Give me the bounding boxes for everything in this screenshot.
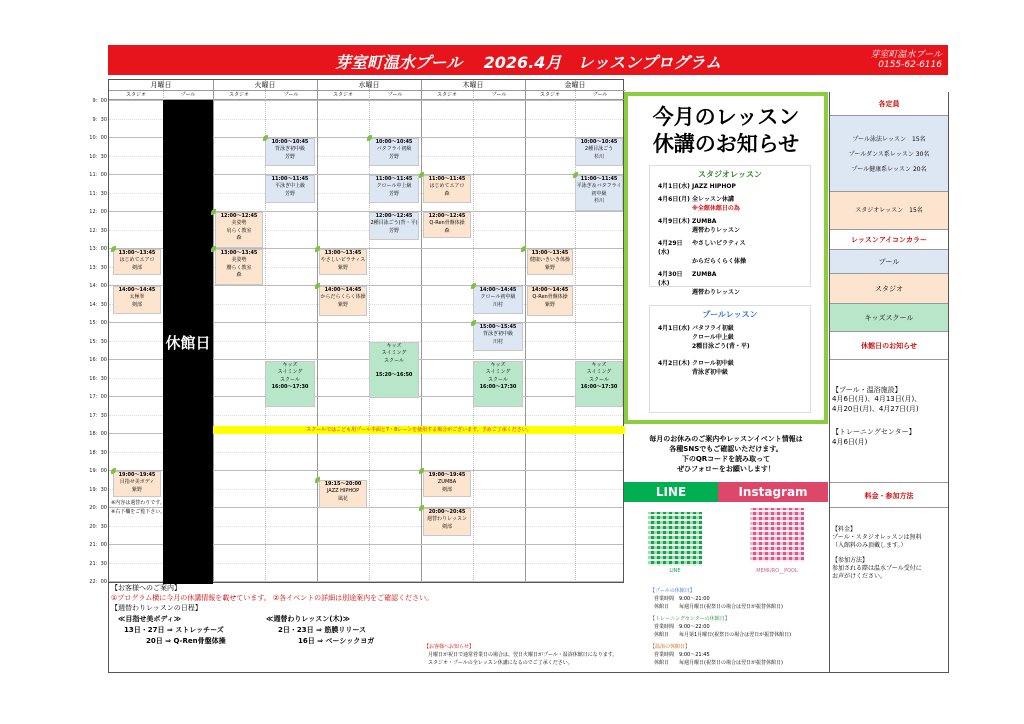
instagram-qr-code[interactable] (750, 508, 804, 562)
lesson-note: ※右下欄をご覧下さい。 (111, 509, 166, 515)
subcol-pool: プール (575, 91, 625, 100)
right-panel-border (829, 92, 830, 673)
lesson-instructor: 森 (444, 190, 450, 197)
fee-line: 【料金】 (832, 526, 857, 533)
fee-info (830, 510, 948, 672)
line-header: LINE (624, 482, 718, 502)
legend-pool: プール (830, 250, 948, 274)
kids-time: 16:00～17:30 (580, 383, 618, 390)
kids-name: スイミング (277, 369, 303, 376)
lesson-time: 20:00～20:45 (428, 509, 466, 515)
lesson-time: 10:00～10:45 (580, 139, 618, 145)
time-label: 14：30 (89, 301, 107, 308)
lesson-block (473, 286, 523, 314)
lesson-time: 13:00～13:45 (118, 250, 156, 256)
time-label: 20：00 (89, 505, 107, 511)
icon-color-heading: レッスンアイコンカラー (830, 230, 948, 250)
lesson-time: 12:00～12:45 (428, 213, 466, 219)
facility-name: 芽室町温水プール (870, 50, 942, 60)
capacity-line: プール泳法レッスン 15名 (852, 136, 926, 143)
closed-days-line: 4月6日(月) (832, 437, 868, 446)
lesson-time: 11:00～11:45 (271, 176, 309, 182)
lesson-block (113, 286, 161, 314)
lesson-time: 13:00～13:45 (220, 250, 258, 256)
notice-title-line: 休講のお知らせ (652, 132, 800, 157)
time-label: 18：00 (89, 431, 107, 437)
closed-days-list (830, 360, 948, 480)
line-qr-label: LINE (669, 568, 681, 574)
time-label: 15：30 (89, 338, 107, 345)
kids-name: キッズ (490, 362, 506, 368)
sns-line: 各種SNSでもご確認いただけます。 (669, 445, 783, 454)
lesson-instructor: 剣部 (441, 486, 452, 493)
training-hours-line: 営業時間 9:00～22:00 (654, 624, 710, 630)
lesson-name: 平泳ぎ中上級 (274, 183, 305, 190)
lesson-time: 10:00～10:45 (271, 139, 309, 145)
lesson-block (265, 175, 315, 203)
closed-days-line: 4月6日(月)、4月13日(月)、 (832, 395, 922, 404)
lesson-instructor: 川村 (492, 338, 503, 345)
time-label: 11：00 (89, 172, 107, 178)
lesson-name: 腰らく教室 (226, 264, 252, 271)
time-label: 9：00 (92, 98, 107, 104)
lesson-name: やさしいピラティス (320, 257, 366, 264)
pool-cancel-heading: プールレッスン (702, 310, 758, 319)
lesson-name: バタフライ初級 (376, 146, 412, 153)
day-header-wed: 水曜日 (317, 80, 421, 91)
right-panel-border (948, 92, 949, 673)
pool-cancel-box (650, 306, 810, 412)
kids-name: スイミング (586, 369, 612, 376)
time-label: 12：30 (89, 227, 107, 234)
lesson-instructor: 紫野 (544, 264, 555, 271)
pool-hours-heading: 【プールの休館日】 (650, 588, 695, 594)
weekly-item: 16日 ⇒ ベーシックヨガ (298, 637, 375, 645)
guide-text: ①プログラム横に今月の休講情報を載せています。 ②各イベントの詳細は別途案内をご確認ください。 (111, 594, 434, 602)
subcol-studio: スタジオ (317, 91, 369, 100)
lesson-name: 2種目泳ごう(背・平) (370, 220, 418, 227)
lesson-block (215, 249, 263, 285)
line-qr-code[interactable] (648, 512, 702, 566)
fee-line: （入館料のみ頂戴します。） (832, 541, 907, 549)
lesson-block (527, 286, 573, 316)
subcol-studio: スタジオ (213, 91, 265, 100)
cancel-date: 4月30日(木) (658, 271, 683, 287)
time-label: 17：30 (89, 412, 107, 419)
capacity-line: プール健康系レッスン 20名 (851, 166, 927, 173)
weekly-heading: 【週替わりレッスンの日程】 (111, 604, 202, 612)
cancel-text: やさしいピラティス (692, 240, 746, 247)
lesson-time: 15:00～15:45 (479, 324, 517, 330)
closed-days-line: 【プール・温浴施設】 (832, 386, 902, 394)
sns-line: ぜひフォローをお願いします！ (677, 465, 775, 474)
lesson-block (473, 323, 523, 351)
lesson-instructor: 風花 (337, 495, 348, 502)
lesson-block (113, 471, 161, 497)
lesson-time: 14:00～14:45 (324, 287, 362, 293)
lesson-instructor: 川村 (492, 301, 503, 308)
kids-name: スクール (280, 376, 300, 383)
lesson-instructor: 森 (236, 271, 242, 278)
kids-time: 16:00～17:30 (271, 383, 309, 390)
lesson-block (319, 286, 367, 316)
time-label: 15：00 (89, 320, 107, 326)
pool-hours-line: 休館日 毎週月曜日(祝祭日の場合は翌日が振替休館日) (654, 604, 783, 610)
weekly-item: 2日・23日 ⇒ 筋膜リリース (278, 626, 367, 634)
weekly-biboddy-heading: ≪目指せ美ボディ≫ (118, 615, 182, 623)
cancel-date: 4月1日(水) (658, 325, 690, 332)
time-label: 18：30 (89, 449, 107, 456)
lesson-time: 12:00～12:45 (375, 213, 413, 219)
kids-time: 15:20～16:50 (375, 372, 413, 378)
lesson-time: 19:15～20:00 (324, 481, 362, 487)
weekly-thu-heading: ≪週替わりレッスン(木)≫ (266, 615, 350, 623)
pool-hours-line: 営業時間 9:00～21:00 (654, 596, 710, 602)
cancel-text: 背泳ぎ初中級 (692, 369, 729, 376)
instagram-header: Instagram (718, 482, 828, 502)
lesson-block (369, 138, 419, 166)
guide-heading: 【お客様へのご案内】 (111, 584, 181, 592)
time-label: 10：30 (89, 153, 107, 160)
lesson-block (575, 138, 623, 166)
studio-cancel-box (650, 166, 810, 296)
lesson-name: 初中級 (591, 190, 607, 197)
kids-name: キッズ (591, 362, 607, 368)
monday-closed-column (163, 100, 213, 584)
subcol-studio: スタジオ (421, 91, 473, 100)
kids-school-block (265, 361, 315, 407)
lesson-block (215, 212, 263, 248)
cancel-text: JAZZ HIPHOP (692, 183, 736, 190)
lesson-time: 10:00～10:45 (375, 139, 413, 145)
time-label: 19：00 (89, 468, 107, 474)
lesson-name: ZUMBA (437, 479, 457, 486)
lesson-time: 13:00～13:45 (531, 250, 569, 256)
lesson-block (423, 175, 471, 203)
customer-notice-line: スタジオ・プールの全レッスン休講になるのでご了承ください。 (428, 660, 573, 666)
lesson-name: 2種目泳ごう (584, 146, 614, 153)
cancel-text: 全レッスン休講 (692, 196, 734, 203)
lesson-time: 14:00～14:45 (531, 287, 569, 293)
lesson-instructor: 芳野 (388, 190, 399, 197)
cancel-text: バタフライ初級 (692, 325, 734, 332)
instagram-qr-label: MEMURO__POOL (756, 568, 798, 574)
kids-name: スクール (384, 357, 404, 364)
lesson-instructor: 森 (444, 227, 450, 234)
kids-school-block (473, 361, 523, 407)
header-bar (108, 45, 948, 75)
lesson-name: JAZZ HIPHOP (326, 488, 360, 495)
fee-line: プール・スタジオレッスンは無料 (832, 533, 922, 541)
lesson-name: からだらくらく体操 (320, 294, 366, 301)
lesson-instructor: 紫野 (337, 301, 348, 308)
lesson-time: 14:00～14:45 (118, 287, 156, 293)
bath-hours-heading: 【温浴の休館日】 (650, 644, 691, 650)
lesson-name: 背泳ぎ初中級 (274, 146, 305, 153)
time-label: 10：00 (89, 135, 107, 141)
lesson-block (265, 138, 315, 166)
lesson-instructor: 杉川 (593, 197, 604, 204)
day-header-thu: 木曜日 (421, 80, 525, 91)
time-label: 16：00 (89, 357, 107, 363)
closed-days-line: 4月20日(月)、4月27日(月) (832, 404, 919, 413)
lesson-block (319, 249, 367, 275)
sns-line: 下のQRコードを読み取って (681, 455, 771, 464)
lesson-block (423, 508, 471, 536)
time-label: 13：00 (89, 246, 107, 252)
lesson-instructor: 紫野 (544, 301, 555, 308)
kids-name: キッズ (282, 362, 298, 368)
lesson-name: 目指せ美ボディ (119, 479, 155, 486)
legend-kids: キッズスクール (830, 304, 948, 332)
kids-name: キッズ (386, 343, 402, 349)
lesson-instructor: 芳野 (388, 227, 399, 234)
kids-school-block (369, 342, 419, 398)
capacity-studio: スタジオレッスン 15名 (830, 192, 948, 230)
cancel-text: クロール初中級 (692, 360, 734, 367)
lesson-name: 太極拳 (129, 294, 145, 301)
page-bottom-border (108, 672, 949, 673)
closed-label: 休館日 (165, 334, 211, 352)
subcol-pool: プール (265, 91, 317, 100)
cancel-text: 週替わりレッスン (692, 289, 740, 296)
lesson-name: 肩らく教室 (226, 227, 252, 234)
cancel-text: ZUMBA (692, 271, 717, 278)
lesson-name: 健康いきいき体操 (529, 257, 570, 264)
lesson-block (527, 249, 573, 275)
lesson-instructor: 芳野 (284, 153, 295, 160)
customer-notice-heading: 【お客様へお知らせ】 (424, 644, 474, 650)
sns-line: 毎月のお休みのご案内やレッスンイベント情報は (649, 435, 803, 443)
lesson-block (369, 175, 419, 203)
lesson-name: はじめてエアロ (119, 257, 155, 264)
lesson-instructor: 紫野 (131, 486, 142, 493)
notice-title (628, 104, 824, 159)
day-header-tue: 火曜日 (213, 80, 317, 91)
lesson-name: 美姿勢 (231, 257, 247, 264)
lesson-name: はじめてエアロ (429, 183, 465, 190)
pool-notice-band: スクールではこども用プール半面と7・8レーンを使用する場合がございます。予めご了承ください。 (213, 426, 625, 434)
lesson-block (423, 212, 471, 238)
cancel-date: 4月6日(月) (658, 196, 690, 203)
closed-days-line: 【トレーニングセンター】 (832, 428, 916, 437)
training-hours-heading: 【トレーニングセンターの休館日】 (650, 616, 730, 622)
capacity-heading: 各定員 (830, 92, 948, 116)
kids-name: スイミング (485, 369, 511, 376)
capacity-line: プールダンス系レッスン 30名 (848, 151, 930, 158)
cancel-date: 4月1日(水) (658, 183, 690, 190)
subcol-studio: スタジオ (109, 91, 163, 100)
customer-notice-line: 月曜日が祝日で通常営業日の場合は、翌日火曜日がプール・温浴休館日になります。 (428, 652, 618, 658)
time-label: 17：00 (89, 394, 107, 400)
lesson-name: 背泳ぎ初中級 (482, 331, 513, 338)
lesson-name: クロール初中級 (480, 294, 516, 301)
fee-line: 参加される際は温水プール受付に (832, 565, 922, 573)
time-label: 9：30 (92, 116, 107, 123)
lesson-time: 11:00～11:45 (580, 176, 618, 182)
lesson-name: Q-Ren骨盤体操 (429, 220, 465, 227)
lesson-name: Q-Ren骨盤体操 (532, 294, 568, 301)
lesson-name: 週替わりレッスン (427, 516, 467, 523)
cancel-date: 4月29日(水) (658, 240, 683, 256)
lesson-name: 美姿勢 (231, 220, 247, 227)
cancel-date: 4月2日(木) (658, 360, 690, 367)
lesson-time: 11:00～11:45 (375, 176, 413, 182)
cancel-text: ZUMBA (692, 218, 717, 225)
lesson-instructor: 剣部 (441, 523, 452, 530)
day-header-fri: 金曜日 (525, 80, 625, 91)
cancel-text: クロール中上級 (692, 334, 734, 341)
kids-name: スイミング (381, 350, 407, 357)
time-label: 19：30 (89, 486, 107, 493)
lesson-instructor: 紫野 (337, 264, 348, 271)
cancel-date: 4月9日(木) (658, 218, 690, 225)
lesson-time: 19:00～19:45 (428, 472, 466, 478)
closed-days-heading: 休館日のお知らせ (830, 332, 948, 360)
kids-school-block (575, 361, 623, 407)
fee-heading: 料金・参加方法 (830, 482, 948, 508)
day-header-mon: 月曜日 (109, 80, 213, 91)
lesson-time: 14:00～14:45 (479, 287, 517, 293)
time-label: 21：30 (89, 560, 107, 567)
kids-name: スクール (488, 376, 508, 383)
time-label: 11：30 (89, 190, 107, 197)
weekly-item: 13日・27日 ⇒ ストレッチーズ (124, 626, 224, 634)
time-label: 22：00 (89, 579, 107, 585)
time-label: 14：00 (89, 283, 107, 289)
cancel-text: からだらくらく体操 (692, 258, 747, 265)
bath-hours-line: 営業時間 9:00～21:45 (654, 652, 710, 658)
subcol-pool: プール (473, 91, 525, 100)
training-hours-line: 休館日 毎月第1月曜日(祝祭日の場合は翌日が振替休館日) (654, 632, 792, 638)
studio-cancel-heading: スタジオレッスン (698, 170, 762, 179)
lesson-block (113, 249, 161, 275)
cancel-note: ※全館休館日の為 (692, 205, 740, 212)
lesson-instructor: 森 (236, 234, 242, 241)
time-label: 20：30 (89, 523, 107, 530)
fee-line: お声がけください。 (832, 572, 887, 580)
lesson-time: 11:00～11:45 (428, 176, 466, 182)
cancel-text: 週替わりレッスン (692, 227, 740, 234)
lesson-block (319, 480, 367, 508)
kids-time: 16:00～17:30 (479, 383, 517, 390)
lesson-time: 13:00～13:45 (324, 250, 362, 256)
capacity-pool (830, 116, 948, 192)
lesson-time: 19:00～19:45 (118, 472, 156, 478)
lesson-note: ※内容は週替わりです。 (111, 500, 165, 506)
lesson-block (575, 175, 623, 211)
subcol-pool: プール (163, 91, 213, 100)
lesson-name: クロール中上級 (376, 183, 412, 190)
lesson-instructor: 剣部 (131, 301, 142, 308)
time-label: 13：30 (89, 264, 107, 271)
notice-title-line: 今月のレッスン (652, 105, 800, 129)
page-title: 芽室町温水プール 2026.4月 レッスンプログラム (334, 53, 722, 72)
lesson-instructor: 杉川 (593, 153, 604, 160)
kids-name: スクール (589, 376, 609, 383)
notice-panel (624, 92, 828, 424)
lesson-block (423, 471, 471, 497)
cancel-text: 2種目泳ごう(背・平) (692, 343, 750, 350)
sns-message (624, 432, 828, 478)
lesson-instructor: 剣部 (131, 264, 142, 271)
subcol-studio: スタジオ (525, 91, 575, 100)
bath-hours-line: 休館日 毎週月曜日(祝祭日の場合は翌日が振替休館日) (654, 660, 783, 666)
time-label: 21：00 (89, 542, 107, 548)
lesson-time: 12:00～12:45 (220, 213, 258, 219)
time-label: 12：00 (89, 209, 107, 215)
subcol-pool: プール (369, 91, 421, 100)
legend-studio: スタジオ (830, 274, 948, 304)
weekly-item: 20日 ⇒ Q-Ren骨盤体操 (146, 637, 226, 645)
lesson-block (369, 212, 419, 240)
lesson-name: 平泳ぎ＆バタフライ (576, 183, 622, 190)
facility-phone: 0155-62-6116 (878, 60, 942, 70)
fee-line: 【参加方法】 (832, 557, 869, 565)
lesson-instructor: 芳野 (388, 153, 399, 160)
lesson-instructor: 芳野 (284, 190, 295, 197)
schedule-grid (89, 79, 624, 585)
bottom-border (108, 583, 109, 673)
time-label: 16：30 (89, 375, 107, 382)
